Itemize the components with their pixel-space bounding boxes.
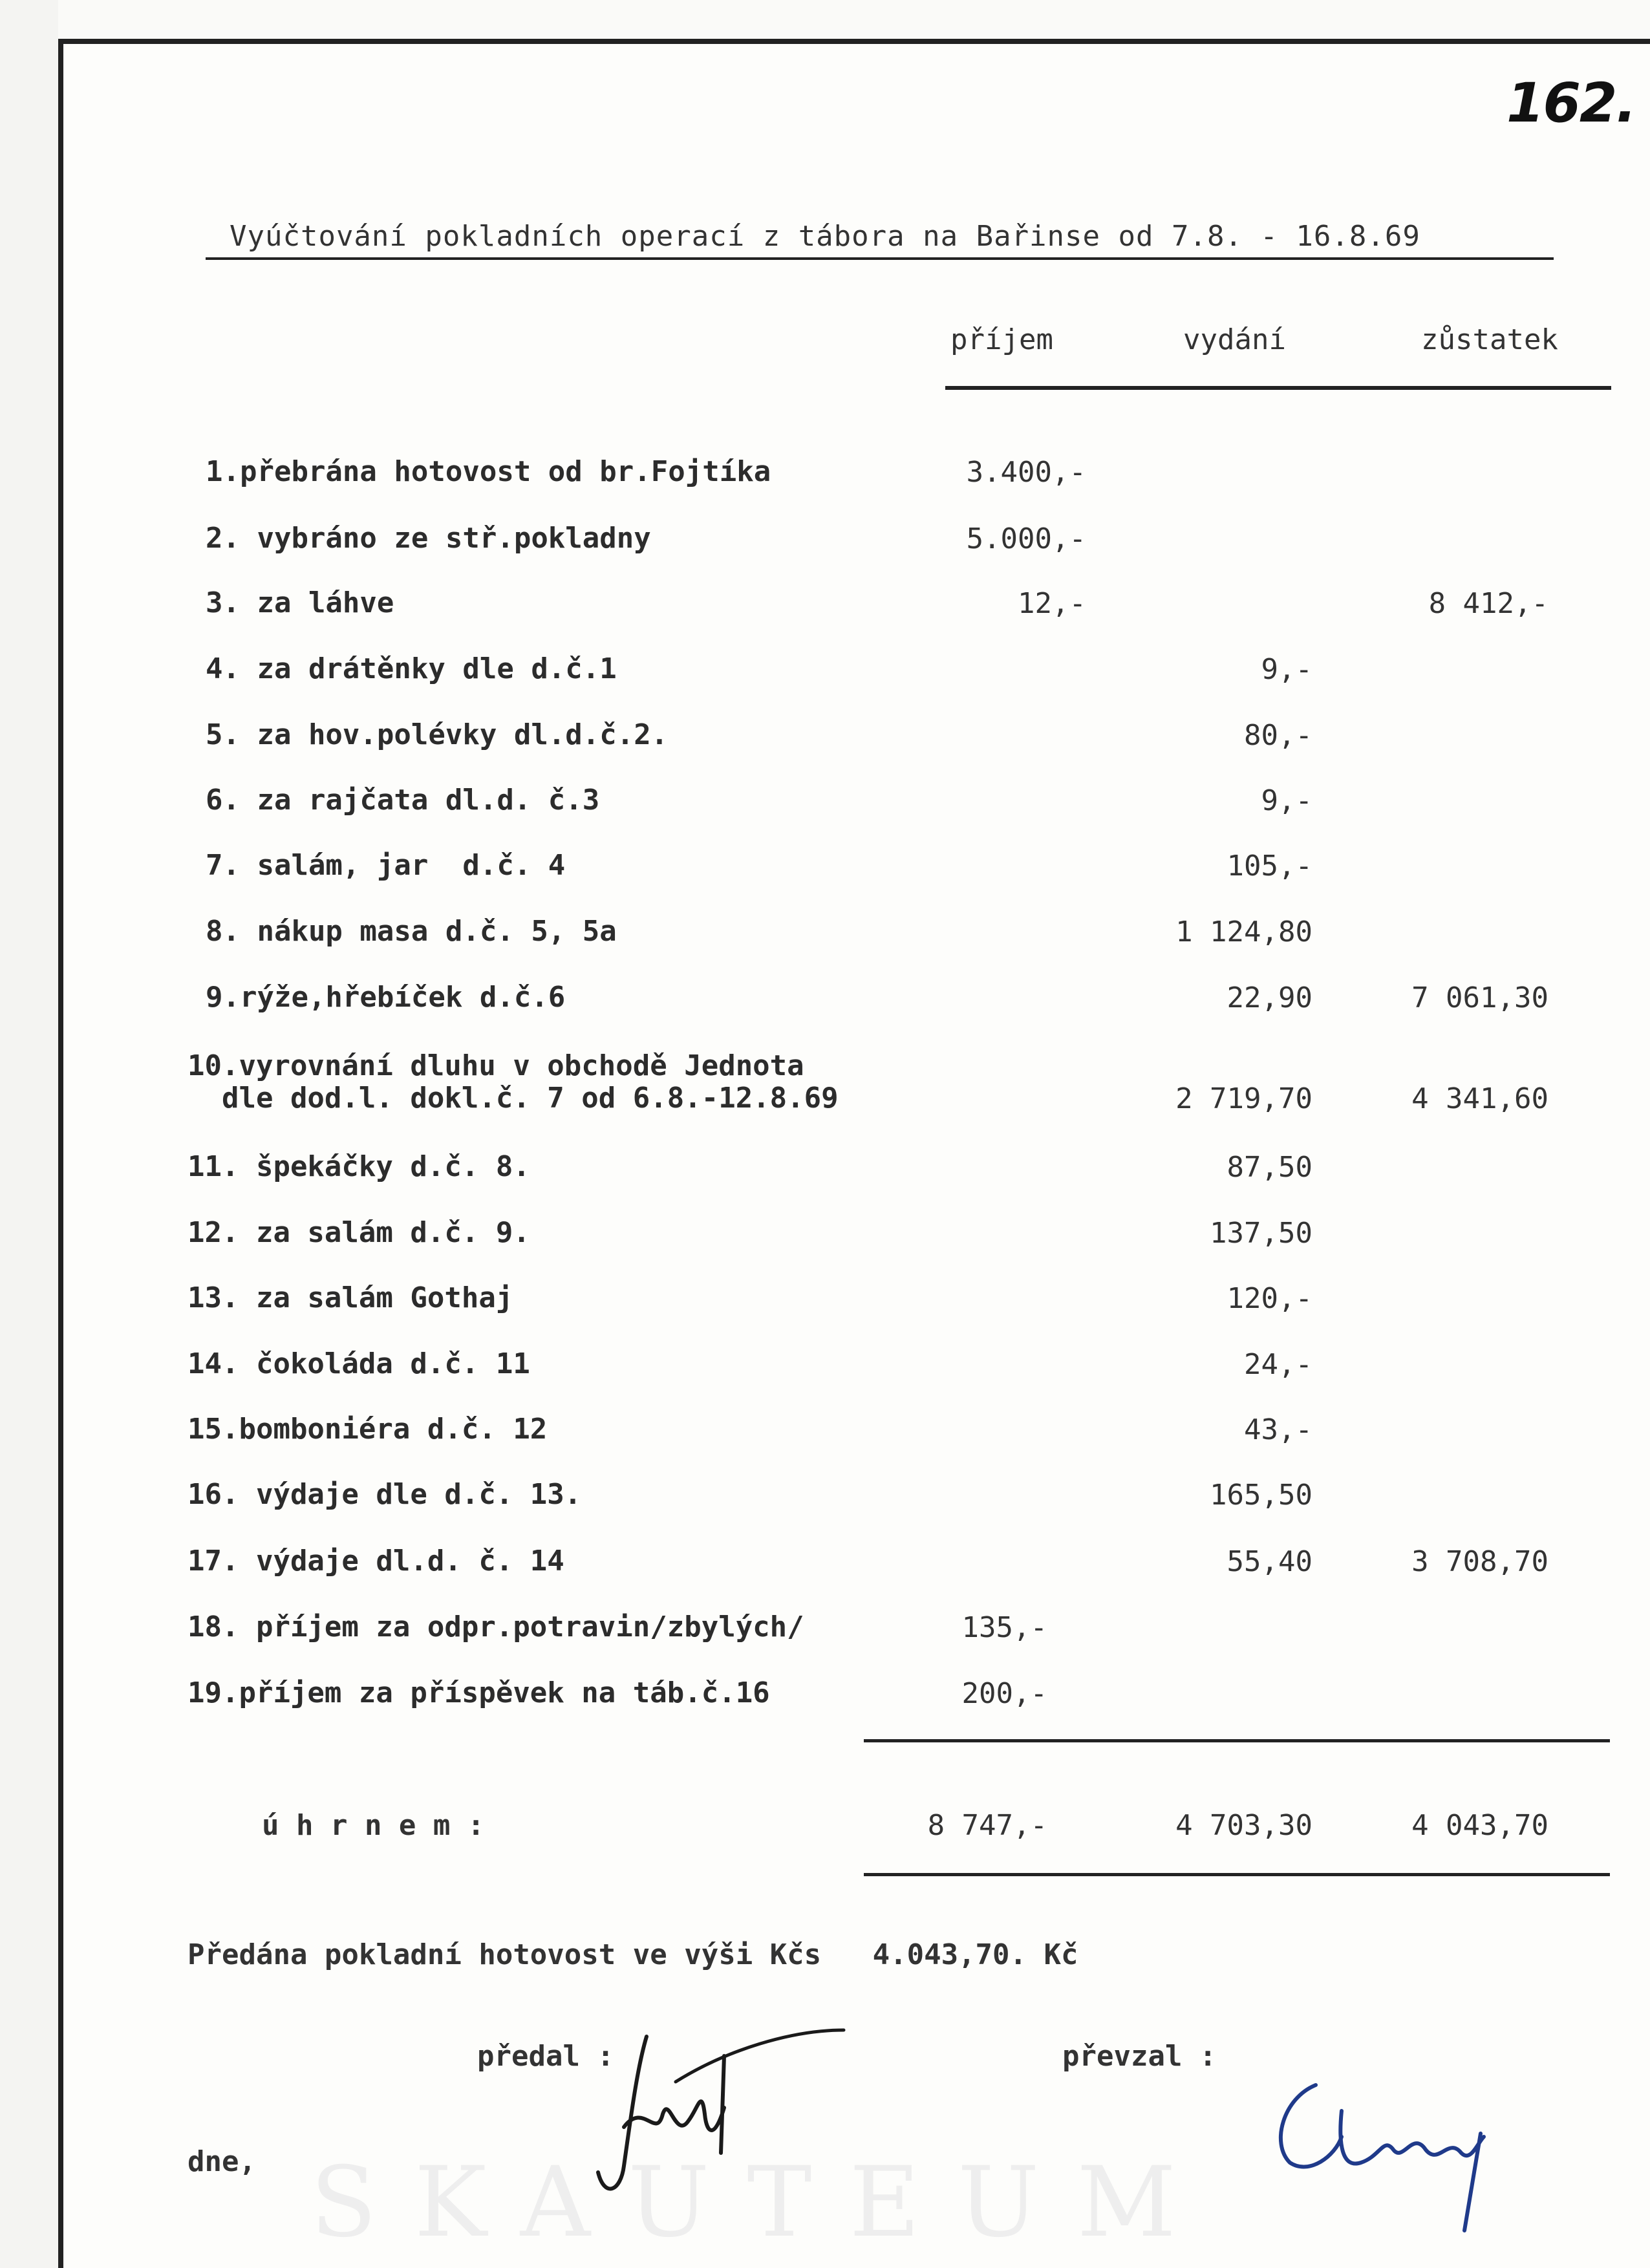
row-description: 15.bomboniéra d.č. 12	[188, 1413, 548, 1446]
row-expense: 2 719,70	[1175, 1082, 1312, 1115]
row-expense: 24,-	[1244, 1348, 1312, 1381]
ledger-row	[0, 1677, 1650, 1742]
row-balance: 4 341,60	[1411, 1082, 1548, 1115]
ledger-row	[0, 1611, 1650, 1676]
page-number: 162.	[1506, 71, 1636, 134]
row-description: 2. vybráno ze stř.pokladny	[206, 522, 651, 555]
row-description: 5. za hov.polévky dl.d.č.2.	[206, 718, 669, 751]
received-label: převzal :	[1062, 2040, 1217, 2073]
row-income: 5.000,-	[966, 522, 1086, 555]
row-description: 12. za salám d.č. 9.	[188, 1216, 530, 1249]
ledger-row	[0, 522, 1650, 587]
row-description: 19.příjem za příspěvek na táb.č.16	[188, 1676, 770, 1709]
row-description: 3. za láhve	[206, 586, 394, 619]
row-balance: 8 412,-	[1428, 587, 1548, 620]
row-expense: 55,40	[1227, 1545, 1312, 1578]
column-header-balance: zůstatek	[1421, 323, 1558, 356]
title-underline	[206, 257, 1554, 260]
ledger-row	[0, 1217, 1650, 1281]
totals-rule-top	[864, 1739, 1610, 1742]
ledger-row	[0, 1050, 1650, 1115]
row-description: 8. nákup masa d.č. 5, 5a	[206, 915, 617, 948]
handover-statement: Předána pokladní hotovost ve výši Kčs 4.043,70. Kč	[188, 1938, 1078, 1971]
row-balance: 3 708,70	[1411, 1545, 1548, 1578]
header-rule	[945, 386, 1611, 390]
scan-margin-top	[58, 0, 1650, 39]
ledger-row	[0, 1282, 1650, 1347]
totals-label: ú h r n e m :	[262, 1809, 485, 1842]
total-income: 8 747,-	[927, 1809, 1047, 1842]
row-description: 18. příjem za odpr.potravin/zbylých/	[188, 1610, 804, 1643]
row-expense: 9,-	[1261, 784, 1312, 817]
ledger-row	[0, 915, 1650, 980]
totals-rule-bottom	[864, 1873, 1610, 1876]
ledger-row	[0, 587, 1650, 652]
ledger-row	[0, 784, 1650, 849]
ledger-row	[0, 1348, 1650, 1413]
row-description: 17. výdaje dl.d. č. 14	[188, 1545, 564, 1578]
row-expense: 43,-	[1244, 1413, 1312, 1446]
total-expense: 4 703,30	[1175, 1809, 1312, 1842]
row-expense: 165,50	[1210, 1479, 1312, 1512]
row-description-continued: dle dod.l. dokl.č. 7 od 6.8.-12.8.69	[188, 1082, 839, 1115]
row-description: 11. špekáčky d.č. 8.	[188, 1150, 530, 1183]
row-expense: 9,-	[1261, 653, 1312, 686]
row-expense: 87,50	[1227, 1151, 1312, 1184]
row-income: 135,-	[961, 1611, 1047, 1644]
row-description: 14. čokoláda d.č. 11	[188, 1347, 530, 1380]
row-expense: 80,-	[1244, 719, 1312, 752]
document-title: Vyúčtování pokladních operací z tábora na Bařinse od 7.8. - 16.8.69	[230, 220, 1420, 253]
row-description: 4. za drátěnky dle d.č.1	[206, 652, 617, 685]
column-header-expense: vydání	[1183, 323, 1286, 356]
ledger-row	[0, 653, 1650, 718]
row-description: 6. za rajčata dl.d. č.3	[206, 784, 600, 817]
ledger-row	[0, 1545, 1650, 1610]
ledger-row	[0, 850, 1650, 914]
row-expense: 120,-	[1227, 1282, 1312, 1315]
total-balance: 4 043,70	[1411, 1809, 1548, 1842]
column-header-income: příjem	[950, 323, 1053, 356]
row-expense: 137,50	[1210, 1217, 1312, 1250]
row-income: 200,-	[961, 1677, 1047, 1710]
ledger-row	[0, 1479, 1650, 1543]
row-balance: 7 061,30	[1411, 981, 1548, 1014]
row-expense: 22,90	[1227, 981, 1312, 1014]
row-description: 7. salám, jar d.č. 4	[206, 849, 566, 882]
date-label: dne,	[188, 2145, 256, 2178]
row-description: 16. výdaje dle d.č. 13.	[188, 1478, 582, 1511]
row-expense: 1 124,80	[1175, 915, 1312, 948]
ledger-row	[0, 1413, 1650, 1478]
row-income: 3.400,-	[966, 456, 1086, 489]
watermark: SKAUTEUM	[310, 2146, 1214, 2259]
row-description: 9.rýže,hřebíček d.č.6	[206, 981, 566, 1014]
ledger-row	[0, 719, 1650, 784]
row-description: 1.přebrána hotovost od br.Fojtíka	[206, 455, 771, 488]
row-expense: 105,-	[1227, 850, 1312, 883]
row-description: 10.vyrovnání dluhu v obchodě Jednota	[188, 1049, 804, 1082]
row-income: 12,-	[1018, 587, 1086, 620]
scan-margin-left	[0, 0, 58, 2268]
row-description: 13. za salám Gothaj	[188, 1281, 513, 1314]
handed-over-label: předal :	[477, 2040, 614, 2073]
ledger-row	[0, 1151, 1650, 1215]
ledger-row	[0, 981, 1650, 1046]
ledger-row	[0, 456, 1650, 520]
